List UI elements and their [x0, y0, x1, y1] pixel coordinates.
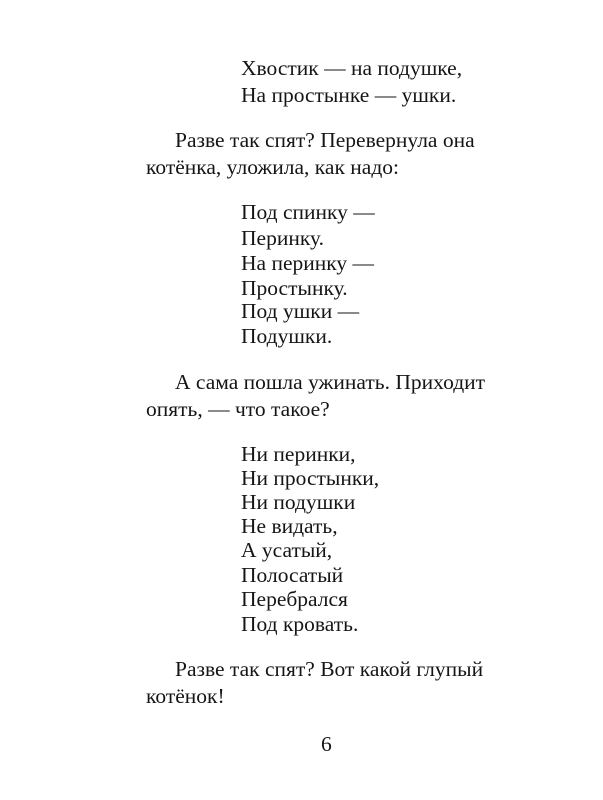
paragraph-line: А сама пошла ужинать. Приходит: [175, 370, 486, 394]
verse-line: Ни простынки,: [241, 466, 380, 490]
verse-line: А усатый,: [241, 538, 333, 562]
paragraph-line: Разве так спят? Перевернула она: [175, 128, 475, 152]
verse-line: На перинку —: [241, 251, 375, 275]
verse-line: Хвостик — на подушке,: [241, 56, 463, 80]
verse-line: Под спинку —: [241, 200, 375, 224]
verse-line: На простынке — ушки.: [241, 83, 457, 107]
paragraph-line: котёнка, уложила, как надо:: [146, 155, 400, 179]
verse-line: Простынку.: [241, 276, 348, 300]
verse-line: Не видать,: [241, 514, 338, 538]
verse-line: Ни перинки,: [241, 442, 356, 466]
page-number: 6: [321, 732, 332, 756]
verse-line: Под кровать.: [241, 612, 359, 636]
verse-line: Под ушки —: [241, 299, 360, 323]
verse-line: Ни подушки: [241, 490, 356, 514]
verse-line: Полосатый: [241, 563, 344, 587]
verse-line: Перебрался: [241, 587, 348, 611]
verse-line: Перинку.: [241, 226, 324, 250]
verse-line: Подушки.: [241, 324, 333, 348]
paragraph-line: Разве так спят? Вот какой глупый: [175, 657, 484, 681]
paragraph-line: котёнок!: [146, 684, 225, 708]
paragraph-line: опять, — что такое?: [146, 397, 330, 421]
